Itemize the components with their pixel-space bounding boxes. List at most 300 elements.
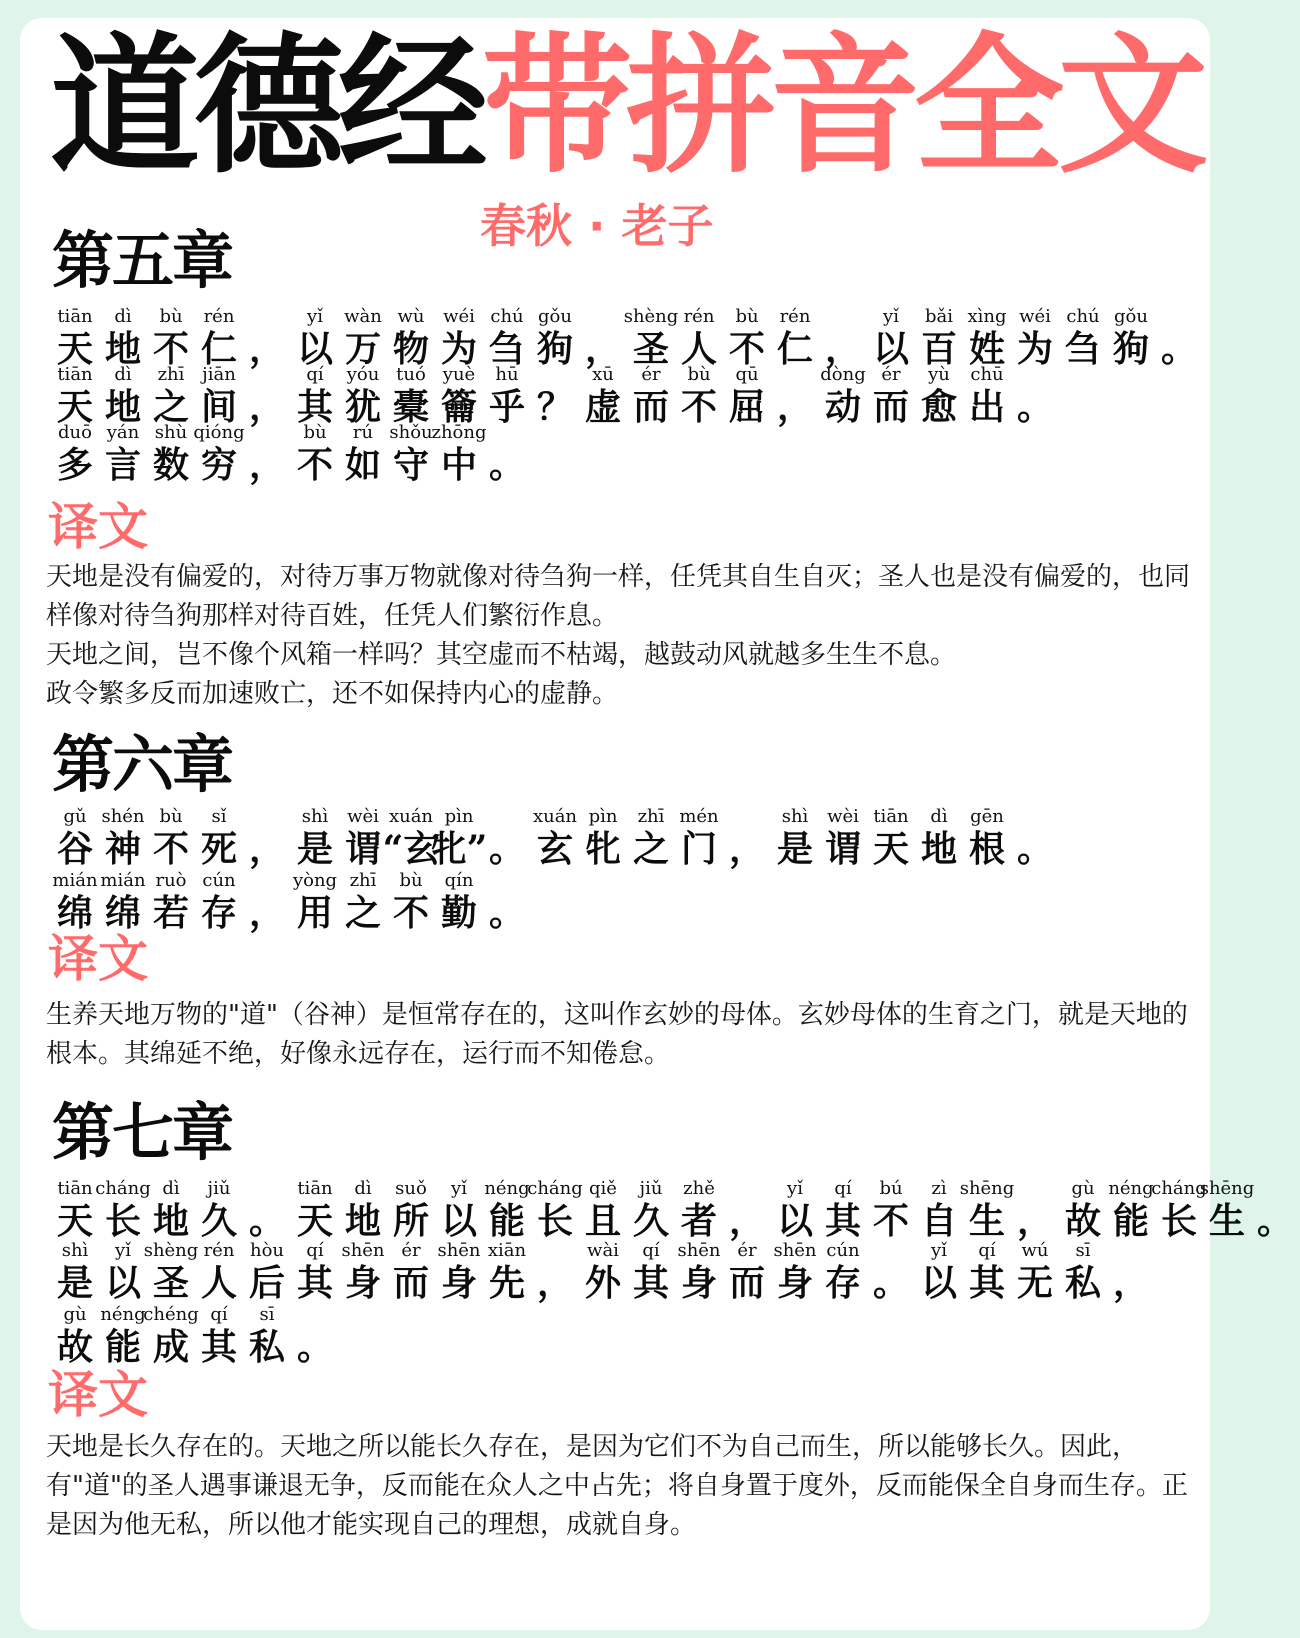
pinyin: mián <box>52 870 98 891</box>
hanzi: 根 <box>968 828 1005 870</box>
punctuation <box>1252 1178 1298 1242</box>
hanzi: 。 <box>488 892 525 934</box>
hanzi: 所 <box>392 1200 429 1242</box>
hanzi-with-pinyin <box>100 1304 146 1368</box>
pinyin: bú <box>879 1178 903 1199</box>
pinyin: shēng <box>959 1178 1015 1199</box>
hanzi: 生 <box>1208 1200 1245 1242</box>
hanzi: 身 <box>440 1262 477 1304</box>
pinyin: cún <box>202 870 236 891</box>
hanzi: 以 <box>776 1200 813 1242</box>
hanzi: 地 <box>104 386 141 428</box>
chapter-6-translation-label: 译文 <box>48 930 148 988</box>
pinyin: xū <box>592 364 614 385</box>
hanzi: 外 <box>584 1262 621 1304</box>
hanzi-with-pinyin <box>292 870 338 934</box>
chapter-5-translation-label: 译文 <box>48 498 148 556</box>
hanzi-with-pinyin <box>193 422 245 486</box>
hanzi: 人 <box>680 328 717 370</box>
hanzi-with-pinyin <box>484 1240 530 1304</box>
hanzi-with-pinyin <box>676 1240 722 1304</box>
pinyin: bù <box>735 306 759 327</box>
hanzi-with-pinyin <box>436 1178 482 1242</box>
pinyin: gù <box>63 1304 87 1325</box>
pinyin: shèng <box>143 1240 199 1261</box>
pinyin: ér <box>881 364 901 385</box>
hanzi: 不 <box>728 328 765 370</box>
pinyin: wàn <box>344 306 382 327</box>
hanzi: 刍 <box>488 328 525 370</box>
pinyin: gǔ <box>63 806 87 827</box>
hanzi-with-pinyin <box>916 1240 962 1304</box>
hanzi: 地 <box>344 1200 381 1242</box>
hanzi: 其 <box>296 386 333 428</box>
hanzi-with-pinyin <box>340 364 386 428</box>
pinyin: sī <box>1075 1240 1091 1261</box>
hanzi: 是 <box>776 828 813 870</box>
hanzi: 以 <box>920 1262 957 1304</box>
pinyin: chú <box>1066 306 1100 327</box>
hanzi-with-pinyin <box>676 306 722 370</box>
punctuation <box>244 806 290 870</box>
hanzi-with-pinyin <box>628 364 674 428</box>
hanzi: 不 <box>152 328 189 370</box>
hanzi-with-pinyin <box>196 1178 242 1242</box>
hanzi: 天 <box>872 828 909 870</box>
hanzi-with-pinyin <box>143 1304 199 1368</box>
hanzi: 狗 <box>536 328 573 370</box>
pinyin: pìn <box>588 806 618 827</box>
pinyin: dì <box>114 364 132 385</box>
hanzi: ， <box>248 444 285 486</box>
pinyin: qí <box>834 1178 852 1199</box>
pinyin: rén <box>683 306 715 327</box>
pinyin: bù <box>159 306 183 327</box>
hanzi-with-pinyin <box>52 364 98 428</box>
hanzi: 天 <box>56 1200 93 1242</box>
hanzi: ， <box>776 386 813 428</box>
hanzi: 。 <box>296 1326 333 1368</box>
hanzi: 存 <box>824 1262 861 1304</box>
hanzi: 中 <box>440 444 477 486</box>
hanzi: 穷 <box>200 444 237 486</box>
hanzi: 仁 <box>776 328 813 370</box>
punctuation <box>244 364 290 428</box>
hanzi-with-pinyin <box>484 1178 530 1242</box>
pinyin: qióng <box>193 422 245 443</box>
hanzi-with-pinyin <box>1108 306 1154 370</box>
hanzi: 出 <box>968 386 1005 428</box>
hanzi-with-pinyin <box>580 806 626 870</box>
hanzi-with-pinyin <box>292 364 338 428</box>
hanzi: 地 <box>104 328 141 370</box>
hanzi-with-pinyin <box>916 364 962 428</box>
punctuation <box>1156 306 1202 370</box>
hanzi-with-pinyin <box>52 1304 98 1368</box>
pinyin: shèng <box>623 306 679 327</box>
hanzi-with-pinyin <box>436 306 482 370</box>
hanzi-with-pinyin <box>388 422 434 486</box>
hanzi: 如 <box>344 444 381 486</box>
hanzi: 不 <box>296 444 333 486</box>
hanzi: 不 <box>872 1200 909 1242</box>
hanzi: 天 <box>56 328 93 370</box>
hanzi: 之 <box>344 892 381 934</box>
chapter-7-line-1 <box>52 1178 1300 1242</box>
hanzi: 为 <box>440 328 477 370</box>
pinyin: rú <box>352 422 374 443</box>
hanzi-with-pinyin <box>292 306 338 370</box>
pinyin: gēn <box>970 806 1004 827</box>
hanzi-with-pinyin <box>916 1178 962 1242</box>
hanzi: 狗 <box>1112 328 1149 370</box>
hanzi: 其 <box>296 1262 333 1304</box>
hanzi: 。 <box>1256 1200 1293 1242</box>
punctuation <box>484 806 530 870</box>
hanzi: ， <box>584 328 621 370</box>
pinyin: bù <box>159 806 183 827</box>
hanzi: 。 <box>488 828 525 870</box>
hanzi: 乎 <box>488 386 525 428</box>
pinyin: suǒ <box>395 1178 427 1199</box>
hanzi-with-pinyin <box>196 306 242 370</box>
title-pinyin-fulltext: 带拼音全文 <box>482 20 1203 194</box>
hanzi: 后 <box>248 1262 285 1304</box>
hanzi: 牝” <box>430 828 488 870</box>
hanzi-with-pinyin <box>388 1240 434 1304</box>
hanzi: 以 <box>440 1200 477 1242</box>
hanzi-with-pinyin <box>382 806 440 870</box>
hanzi: 成 <box>152 1326 189 1368</box>
pinyin: yòng <box>292 870 338 891</box>
pinyin: hòu <box>249 1240 285 1261</box>
translation-paragraph: 天地是没有偏爱的，对待万事万物就像对待刍狗一样，任凭其自生自灭；圣人也是没有偏爱的，也同样像对待刍狗那样对待百姓，任凭人们繁衍作息。 <box>46 562 1191 631</box>
chapter-7-translation <box>46 1428 1206 1545</box>
chapter-6-line-1 <box>52 806 1060 870</box>
hanzi: 。 <box>1160 328 1197 370</box>
hanzi: 是 <box>56 1262 93 1304</box>
hanzi: 久 <box>200 1200 237 1242</box>
hanzi-with-pinyin <box>148 806 194 870</box>
pinyin: wèi <box>827 806 859 827</box>
hanzi-with-pinyin <box>148 422 194 486</box>
pinyin: yǐ <box>451 1178 467 1199</box>
pinyin: shēn <box>677 1240 721 1261</box>
punctuation <box>772 364 818 428</box>
hanzi: 而 <box>632 386 669 428</box>
hanzi-with-pinyin <box>580 364 626 428</box>
hanzi-with-pinyin <box>388 306 434 370</box>
hanzi: 百 <box>920 328 957 370</box>
hanzi-with-pinyin <box>100 306 146 370</box>
hanzi: 能 <box>104 1326 141 1368</box>
hanzi: 且 <box>584 1200 621 1242</box>
pinyin: tuó <box>396 364 426 385</box>
hanzi-with-pinyin <box>916 806 962 870</box>
translation-paragraph: 天地是长久存在的。天地之所以能长久存在，是因为它们不为自己而生，所以能够长久。因此，有"道"的圣人遇事谦退无争，反而能在众人之中占先；将自身置于度外，反而能保全自身而生存。正是因为他无私，所以他才能实现自己的理想，成就自身。 <box>46 1432 1188 1540</box>
hanzi-with-pinyin <box>959 1178 1015 1242</box>
pinyin: wéi <box>443 306 475 327</box>
pinyin: néng <box>100 1304 146 1325</box>
hanzi: 物 <box>392 328 429 370</box>
hanzi-with-pinyin <box>100 1240 146 1304</box>
pinyin: qí <box>306 1240 324 1261</box>
pinyin: sǐ <box>211 806 227 827</box>
hanzi-with-pinyin <box>52 422 98 486</box>
hanzi-with-pinyin <box>436 1240 482 1304</box>
hanzi-with-pinyin <box>388 870 434 934</box>
pinyin: shēng <box>1199 1178 1255 1199</box>
translation-paragraph: 天地之间，岂不像个风箱一样吗？其空虚而不枯竭，越鼓动风就越多生生不息。 <box>46 640 957 670</box>
pinyin: mén <box>679 806 719 827</box>
hanzi-with-pinyin <box>388 1178 434 1242</box>
hanzi: 橐 <box>392 386 429 428</box>
pinyin: néng <box>484 1178 530 1199</box>
hanzi: 长 <box>104 1200 141 1242</box>
hanzi: ， <box>248 892 285 934</box>
hanzi-with-pinyin <box>148 1178 194 1242</box>
hanzi-with-pinyin <box>724 364 770 428</box>
page-title <box>50 20 1203 194</box>
hanzi-with-pinyin <box>292 1240 338 1304</box>
chapter-7-line-2 <box>52 1240 1156 1304</box>
hanzi-with-pinyin <box>1060 1240 1106 1304</box>
hanzi: ， <box>248 386 285 428</box>
author-subtitle: 春秋 · 老子 <box>480 199 714 253</box>
hanzi: 其 <box>824 1200 861 1242</box>
punctuation <box>292 1304 338 1368</box>
pinyin: yǐ <box>787 1178 803 1199</box>
pinyin: pìn <box>444 806 474 827</box>
hanzi: 籥 <box>440 386 477 428</box>
pinyin: rén <box>203 1240 235 1261</box>
pinyin: sī <box>259 1304 275 1325</box>
hanzi-with-pinyin <box>244 1240 290 1304</box>
hanzi-with-pinyin <box>244 1304 290 1368</box>
hanzi: 屈 <box>728 386 765 428</box>
pinyin: zhě <box>683 1178 715 1199</box>
hanzi-with-pinyin <box>484 364 530 428</box>
hanzi: ， <box>1016 1200 1053 1242</box>
punctuation <box>532 364 578 428</box>
hanzi: ， <box>728 828 765 870</box>
pinyin: yóu <box>346 364 380 385</box>
hanzi-with-pinyin <box>1108 1178 1154 1242</box>
hanzi: 以 <box>104 1262 141 1304</box>
hanzi-with-pinyin <box>292 1178 338 1242</box>
hanzi-with-pinyin <box>820 806 866 870</box>
hanzi-with-pinyin <box>532 806 578 870</box>
hanzi: 。 <box>872 1262 909 1304</box>
pinyin: wú <box>1021 1240 1049 1261</box>
pinyin: néng <box>1108 1178 1154 1199</box>
hanzi-with-pinyin <box>292 806 338 870</box>
hanzi: 以 <box>872 328 909 370</box>
pinyin: qí <box>210 1304 228 1325</box>
pinyin: gù <box>1071 1178 1095 1199</box>
hanzi-with-pinyin <box>964 1240 1010 1304</box>
hanzi: 不 <box>392 892 429 934</box>
hanzi: 。 <box>248 1200 285 1242</box>
hanzi-with-pinyin <box>148 364 194 428</box>
hanzi-with-pinyin <box>868 806 914 870</box>
pinyin: shì <box>301 806 329 827</box>
pinyin: rén <box>203 306 235 327</box>
hanzi-with-pinyin <box>623 306 679 370</box>
hanzi-with-pinyin <box>100 806 146 870</box>
hanzi-with-pinyin <box>676 1178 722 1242</box>
hanzi: 动 <box>824 386 861 428</box>
hanzi-with-pinyin <box>527 1178 583 1242</box>
hanzi-with-pinyin <box>1060 1178 1106 1242</box>
hanzi: 其 <box>968 1262 1005 1304</box>
pinyin: bù <box>399 870 423 891</box>
pinyin: wù <box>397 306 425 327</box>
pinyin: ér <box>737 1240 757 1261</box>
punctuation <box>1012 806 1058 870</box>
punctuation <box>868 1240 914 1304</box>
hanzi-with-pinyin <box>916 306 962 370</box>
hanzi: 谓 <box>344 828 381 870</box>
pinyin: dì <box>354 1178 372 1199</box>
hanzi-with-pinyin <box>196 1304 242 1368</box>
pinyin: qū <box>735 364 759 385</box>
hanzi: 久 <box>632 1200 669 1242</box>
pinyin: hū <box>495 364 519 385</box>
hanzi-with-pinyin <box>196 1240 242 1304</box>
pinyin: zhōng <box>431 422 487 443</box>
hanzi: ， <box>248 328 285 370</box>
punctuation <box>580 306 626 370</box>
pinyin: cháng <box>95 1178 151 1199</box>
hanzi-with-pinyin <box>580 1178 626 1242</box>
hanzi: 人 <box>200 1262 237 1304</box>
pinyin: ér <box>401 1240 421 1261</box>
pinyin: qiě <box>589 1178 617 1199</box>
pinyin: shēn <box>437 1240 481 1261</box>
hanzi: ， <box>536 1262 573 1304</box>
pinyin: cháng <box>527 1178 583 1199</box>
pinyin: gǒu <box>538 306 572 327</box>
pinyin: bù <box>687 364 711 385</box>
punctuation <box>484 422 530 486</box>
chapter-5-line-1 <box>52 306 1204 370</box>
punctuation <box>244 306 290 370</box>
hanzi-with-pinyin <box>292 422 338 486</box>
hanzi: 谓 <box>824 828 861 870</box>
hanzi-with-pinyin <box>628 1178 674 1242</box>
hanzi: 用 <box>296 892 333 934</box>
punctuation <box>244 870 290 934</box>
chapter-5-line-3 <box>52 422 532 486</box>
pinyin: ér <box>641 364 661 385</box>
hanzi: 无 <box>1016 1262 1053 1304</box>
pinyin: yǐ <box>115 1240 131 1261</box>
punctuation <box>244 1178 290 1242</box>
pinyin: zhī <box>349 870 377 891</box>
pinyin: xiān <box>487 1240 527 1261</box>
pinyin: tiān <box>297 1178 333 1199</box>
hanzi-with-pinyin <box>100 364 146 428</box>
hanzi: 而 <box>728 1262 765 1304</box>
hanzi: 生 <box>968 1200 1005 1242</box>
chapter-5-translation <box>46 558 1206 714</box>
hanzi: 绵 <box>104 892 141 934</box>
hanzi-with-pinyin <box>820 1178 866 1242</box>
hanzi: 长 <box>1160 1200 1197 1242</box>
pinyin: cún <box>826 1240 860 1261</box>
punctuation <box>244 422 290 486</box>
pinyin: bǎi <box>924 306 953 327</box>
hanzi-with-pinyin <box>724 1240 770 1304</box>
punctuation <box>724 1178 770 1242</box>
hanzi: 之 <box>632 828 669 870</box>
hanzi-with-pinyin <box>1012 306 1058 370</box>
pinyin: duō <box>58 422 92 443</box>
hanzi: 死 <box>200 828 237 870</box>
hanzi: 其 <box>632 1262 669 1304</box>
hanzi: ， <box>248 828 285 870</box>
pinyin: qín <box>444 870 474 891</box>
pinyin: wéi <box>1019 306 1051 327</box>
hanzi-with-pinyin <box>772 1240 818 1304</box>
pinyin: dì <box>930 806 948 827</box>
hanzi: 私 <box>1064 1262 1101 1304</box>
pinyin: tiān <box>57 306 93 327</box>
hanzi-with-pinyin <box>431 422 487 486</box>
hanzi-with-pinyin <box>436 870 482 934</box>
hanzi: 门 <box>680 828 717 870</box>
hanzi-with-pinyin <box>52 870 98 934</box>
hanzi-with-pinyin <box>430 806 488 870</box>
pinyin: shén <box>101 806 145 827</box>
hanzi: 身 <box>776 1262 813 1304</box>
pinyin: tiān <box>57 364 93 385</box>
pinyin: zhī <box>157 364 185 385</box>
hanzi-with-pinyin <box>148 306 194 370</box>
pinyin: yuè <box>442 364 476 385</box>
title-daodejing: 道德经 <box>50 20 483 194</box>
pinyin: dòng <box>820 364 866 385</box>
hanzi-with-pinyin <box>1012 1240 1058 1304</box>
pinyin: yǐ <box>931 1240 947 1261</box>
pinyin: ruò <box>155 870 187 891</box>
pinyin: yù <box>928 364 950 385</box>
hanzi: 玄 <box>536 828 573 870</box>
pinyin: zì <box>931 1178 947 1199</box>
pinyin: shǒu <box>389 422 433 443</box>
hanzi-with-pinyin <box>196 364 242 428</box>
hanzi-with-pinyin <box>100 870 146 934</box>
hanzi-with-pinyin <box>868 1178 914 1242</box>
punctuation <box>1108 1240 1154 1304</box>
hanzi-with-pinyin <box>95 1178 151 1242</box>
hanzi: 能 <box>488 1200 525 1242</box>
hanzi: 先 <box>488 1262 525 1304</box>
hanzi-with-pinyin <box>868 306 914 370</box>
hanzi: 万 <box>344 328 381 370</box>
pinyin: shēn <box>773 1240 817 1261</box>
pinyin: qí <box>978 1240 996 1261</box>
pinyin: shēn <box>341 1240 385 1261</box>
page-card <box>20 18 1293 1630</box>
pinyin: wèi <box>347 806 379 827</box>
hanzi: 故 <box>56 1326 93 1368</box>
hanzi-with-pinyin <box>820 364 866 428</box>
pinyin: xuán <box>388 806 434 827</box>
hanzi: 刍 <box>1064 328 1101 370</box>
hanzi: 自 <box>920 1200 957 1242</box>
